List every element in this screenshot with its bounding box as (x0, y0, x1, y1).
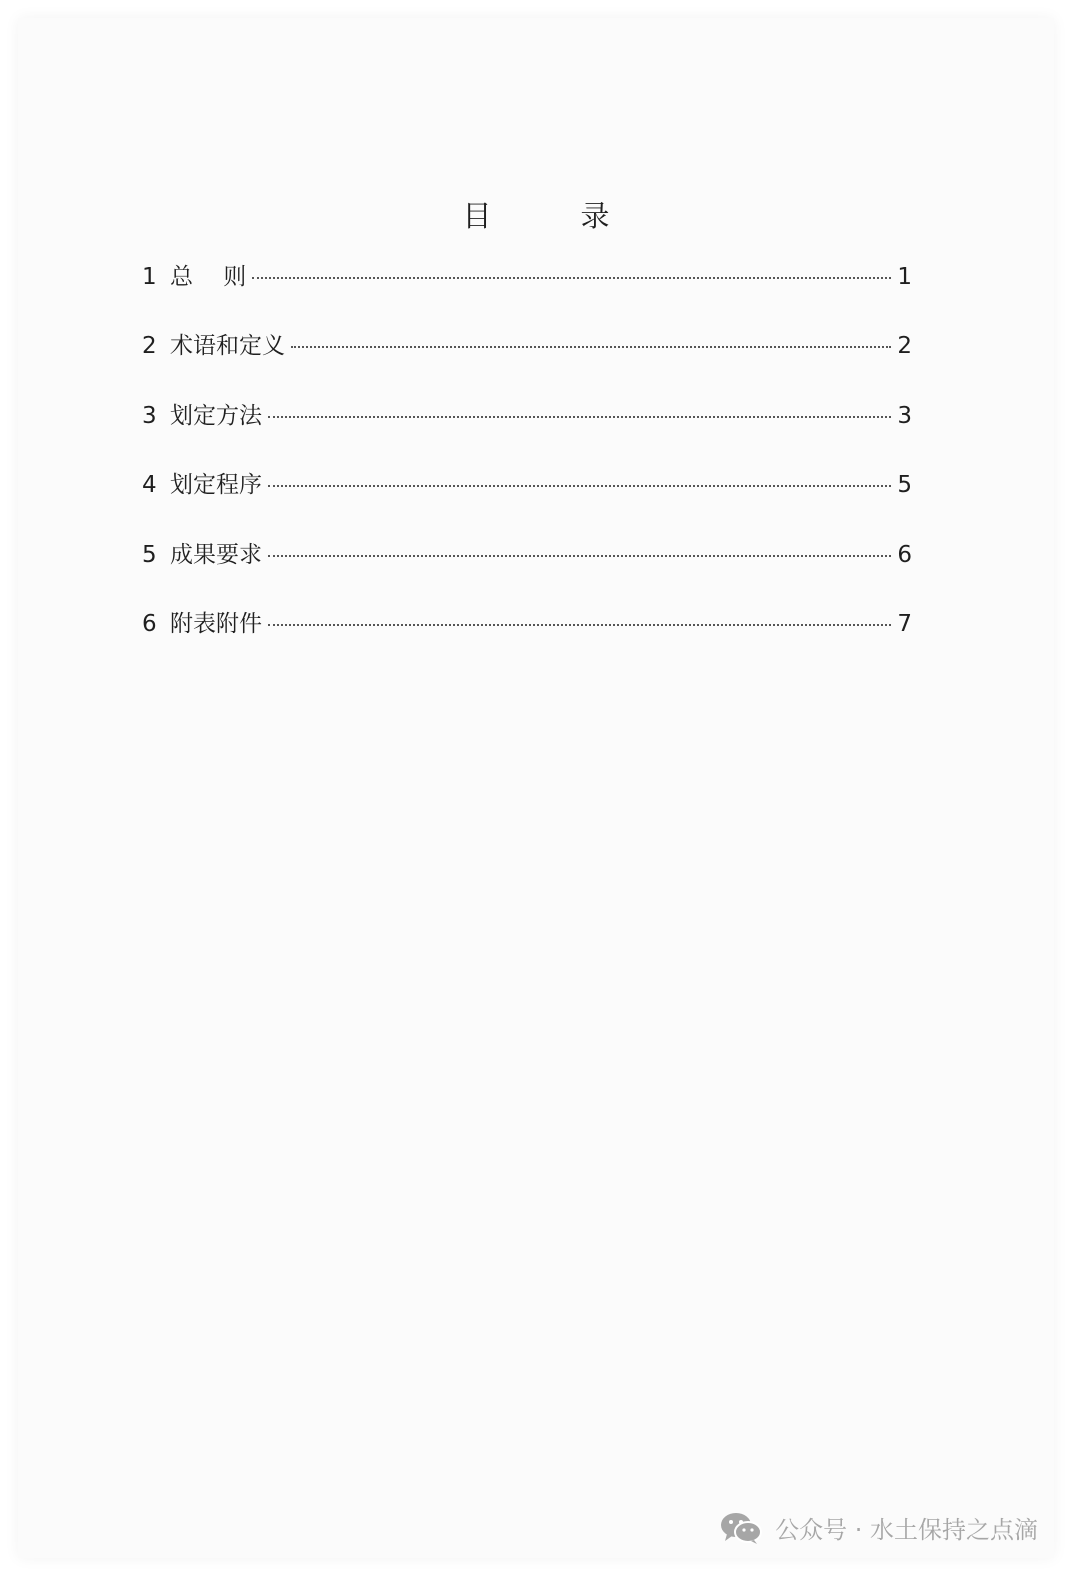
toc-entry[interactable] (142, 397, 912, 466)
toc-entry-title: 成果要求 (170, 541, 262, 568)
wechat-icon (719, 1511, 763, 1545)
toc-dot-leader (268, 555, 891, 557)
toc-entry-number: 4 (142, 472, 157, 499)
toc-entry[interactable] (142, 605, 912, 674)
toc-entry[interactable] (142, 327, 912, 396)
toc-dot-leader (252, 277, 891, 279)
toc-entry-page: 6 (897, 541, 912, 568)
toc-entry[interactable] (142, 536, 912, 605)
toc-dot-leader (291, 346, 891, 348)
toc-entry-title: 划定方法 (170, 402, 262, 429)
document-page (18, 18, 1054, 1558)
toc-dot-leader (268, 485, 891, 487)
toc-entry-title: 术语和定义 (170, 333, 285, 360)
toc-entry-page: 5 (897, 472, 912, 499)
watermark (719, 1510, 1038, 1545)
toc-entry-page: 7 (897, 610, 912, 637)
watermark-text: 公众号 · 水土保持之点滴 (775, 1516, 1038, 1544)
toc-entry-number: 3 (142, 402, 157, 429)
toc-entry-title: 附表附件 (170, 610, 262, 637)
toc-entry-page: 1 (897, 264, 912, 290)
toc-entry-number: 2 (142, 333, 157, 360)
toc-entry[interactable] (142, 466, 912, 535)
toc-entry-page: 3 (897, 402, 912, 429)
toc-entry-number: 1 (142, 264, 157, 290)
toc-list (142, 258, 912, 674)
toc-title: 目 录 (462, 199, 640, 233)
toc-entry[interactable] (142, 258, 912, 327)
toc-entry-title: 划定程序 (170, 472, 262, 499)
toc-entry-number: 6 (142, 610, 157, 637)
toc-entry-number: 5 (142, 541, 157, 568)
toc-entry-page: 2 (897, 333, 912, 360)
toc-entry-title: 总 则 (170, 264, 247, 290)
toc-dot-leader (268, 416, 891, 418)
toc-dot-leader (268, 624, 891, 626)
